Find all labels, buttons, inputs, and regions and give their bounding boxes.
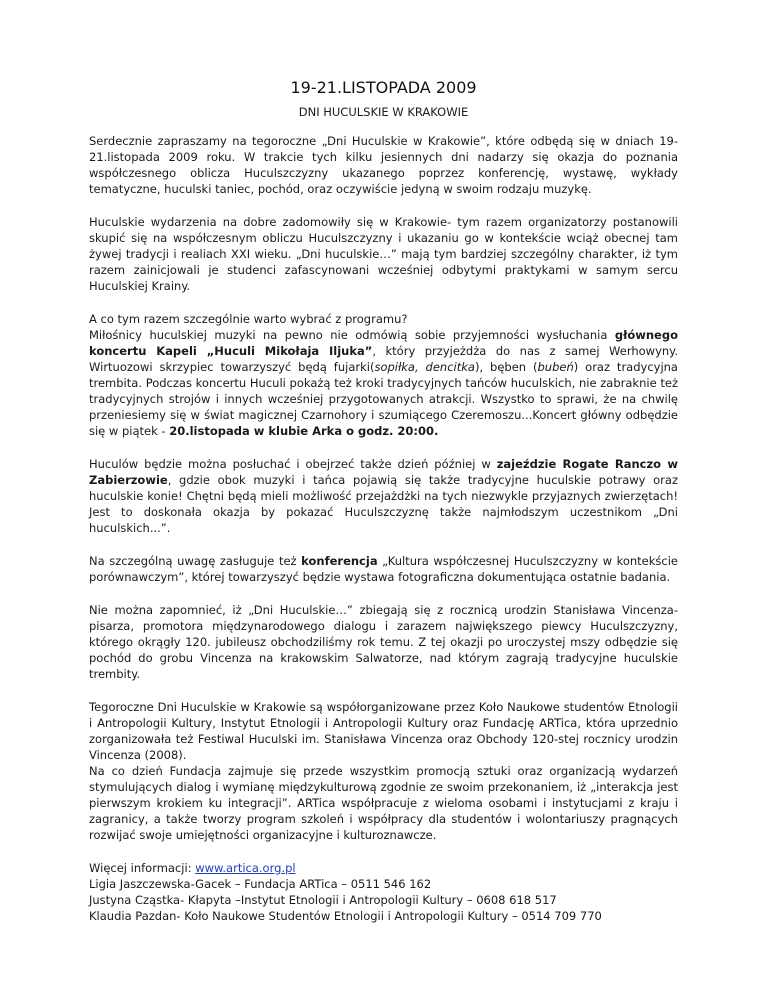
paragraph-events: Huculskie wydarzenia na dobre zadomowiły się w Krakowie- tym razem organizatorzy postanowili skupić się na współczesnym obliczu Huculszczyzny i ukazaniu go w kontekście wciąż obecnej tam żywej tradycji i realiach XXI wieku. „Dni huculskie…” mają tym bardziej szczególny charakter, iż tym razem zainicjowali je studenci zafascynowani wcześniej odbytymi praktykami w samym sercu Huculskiej Krainy. (89, 215, 678, 293)
bold-concert: głównego koncertu Kapeli „Huculi Mikołaja Iljuka” (89, 328, 678, 358)
text-run: , gdzie obok muzyki i tańca pojawią się także tradycyjne huculskie potrawy oraz huculskie konie! Chętni będą mieli możliwość przejażdżki na tych niezwykle przyjaznych zwierzętach! Jest to doskonała okazja by pokazać Huculszczyznę także najmłodszym uczestnikom „Dni huculskich...”. (89, 473, 678, 535)
paragraph-ranch (89, 456, 678, 536)
paragraph-conference (89, 553, 678, 585)
contact-line-2: Justyna Cząstka- Kłapyta –Instytut Etnologii i Antropologii Kultury – 0608 618 517 (89, 893, 557, 907)
paragraph-concert (89, 327, 678, 439)
paragraph-vincenz: Nie można zapomnieć, iż „Dni Huculskie…” zbiegają się z rocznicą urodzin Stanisława Vincenza-pisarza, promotora międzynarodowego dialogu i zarazem największego piewcy Huculszczyzny, którego okrągły 120. jubileusz obchodziliśmy rok temu. Z tej okazji po uroczystej mszy odbędzie się pochód do grobu Vincenza na krakowskim Salwatorze, nad którym zagrają tradycyjne huculskie trembity. (89, 603, 678, 681)
text-run: Na szczególną uwagę zasługuje też (89, 554, 302, 568)
more-info-line (89, 860, 678, 876)
contact-line-1: Ligia Jaszczewska-Gacek – Fundacja ARTica – 0511 546 162 (89, 877, 432, 891)
website-link[interactable]: www.artica.org.pl (195, 861, 296, 875)
paragraph-organizers: Tegoroczne Dni Huculskie w Krakowie są współorganizowane przez Koło Naukowe studentów Etnologii i Antropologii Kultury, Instytut Etnologii i Antropologii Kultury oraz Fundację ARTica, która uprzednio zorganizowała też Festiwal Huculski im. Stanisława Vincenza oraz Obchody 120-stej rocznicy urodzin Vincenza (2008). (89, 700, 678, 762)
italic-drum: bubeń (537, 360, 574, 374)
contact-line-3: Klaudia Pazdan- Koło Naukowe Studentów Etnologii i Antropologii Kultury – 0514 709 770 (89, 909, 602, 923)
page-title: 19-21.LISTOPADA 2009 (290, 78, 477, 97)
text-run: , który przyjeżdża do nas z samej Werhowyny. Wirtuozowi skrzypiec towarzyszyć będą fujarki( (89, 344, 678, 374)
text-run: ), bęben ( (474, 360, 538, 374)
text-run: Huculów będzie można posłuchać i obejrzeć także dzień później w (89, 457, 497, 471)
text-run: Miłośnicy huculskiej muzyki na pewno nie odmówią sobie przyjemności wysłuchania (89, 328, 615, 342)
document-page (89, 78, 678, 924)
italic-instruments: sopiłka, dencitka (374, 360, 475, 374)
more-info-label: Więcej informacji: (89, 861, 196, 875)
bold-ranch: zajeździe Rogate Ranczo w Zabierzowie (89, 457, 678, 487)
paragraph-intro: Serdecznie zapraszamy na tegoroczne „Dni Huculskie w Krakowie”, które odbędą się w dniach 19-21.listopada 2009 roku. W trakcie tych kilku jesiennych dni nadarzy się okazja do poznania współczesnego oblicza Huculszczyzny ukazanego poprzez konferencję, wystawę, wykłady tematyczne, huculski taniec, pochód, oraz oczywiście jedyną w swoim rodzaju muzykę. (89, 134, 678, 196)
paragraph-foundation: Na co dzień Fundacja zajmuje się przede wszystkim promocją sztuki oraz organizacją wydarzeń stymulujących dialog i wymianę międzykulturową zgodnie ze swoim przekonaniem, iż „interakcja jest pierwszym krokiem ku integracji”. ARTica współpracuje z wieloma osobami i instytucjami z kraju i zagranicy, a także tworzy program szkoleń i współpracy dla studentów i wolontariuszy pragnących rozwijać swoje umiejętności organizacyjne i kulturoznawcze. (89, 764, 678, 842)
text-run: ) oraz tradycyjna trembita. Podczas koncertu Huculi pokażą też kroki tradycyjnych tańców huculskich, nie zabraknie też tradycyjnych strojów i innych wcześniej przygotowanych atrakcji. Wszystko to sprawi, że na chwilę przeniesiemy się w świat magicznej Czarnohory i szumiącego Czeremoszu...Koncert główny odbędzie się w piątek - (89, 360, 678, 438)
bold-concert-date: 20.listopada w klubie Arka o godz. 20:00. (169, 424, 439, 438)
text-run: „Kultura współczesnej Huculszczyzny w kontekście porównawczym”, której towarzyszyć będzie wystawa fotograficzna dokumentująca ostatnie badania. (89, 554, 678, 584)
bold-conference: konferencja (301, 554, 378, 568)
page-subtitle: DNI HUCULSKIE W KRAKOWIE (298, 105, 469, 119)
program-question: A co tym razem szczególnie warto wybrać z programu? (89, 312, 408, 326)
